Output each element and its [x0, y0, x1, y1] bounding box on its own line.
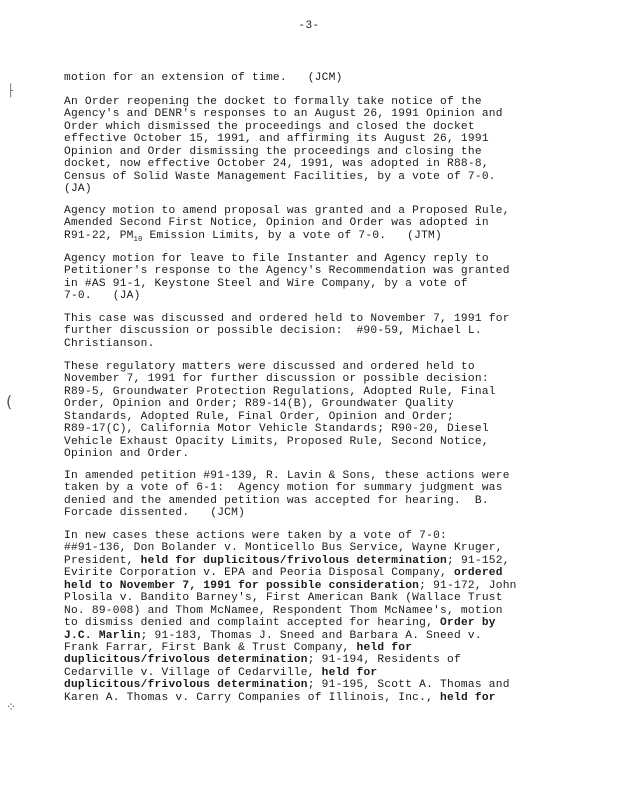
text-line: In new cases these actions were taken by a vote of 7-0:: [64, 530, 447, 542]
text-segment: to dismiss denied and complaint accepted for hearing,: [64, 617, 441, 630]
text-line: Plosila v. Bandito Barney's, First American Bank (Wallace Trust: [64, 592, 503, 605]
text-line: This case was discussed and ordered held to November 7, 1991 for: [64, 313, 510, 325]
text-line: [64, 617, 534, 629]
text-segment: Emission Limits, by a vote of 7-0. (JTM): [142, 229, 442, 242]
margin-mark-top: ⸠: [8, 82, 16, 98]
text-line: taken by a vote of 6-1: Agency motion for summary judgment was: [64, 482, 503, 495]
text-line: 7-0. (JA): [64, 290, 141, 303]
bold-text: held for: [356, 641, 413, 654]
paragraph-amended-petition: [64, 470, 534, 520]
text-segment: ; 91-183, Thomas J. Sneed and Barbara A. Sneed v.: [140, 629, 482, 642]
bold-text: held for: [321, 666, 378, 679]
text-line: Vehicle Exhaust Opacity Limits, Proposed Rule, Second Notice,: [64, 435, 489, 448]
text-segment: Karen A. Thomas v. Carry Companies of Illinois, Inc.,: [64, 691, 441, 704]
text-line: motion for an extension of time. (JCM): [64, 72, 343, 84]
text-segment: President,: [64, 554, 141, 567]
text-line: Petitioner's response to the Agency's Recommendation was granted: [64, 265, 510, 278]
text-line: Order, Opinion and Order; R89-14(B), Groundwater Quality: [64, 398, 454, 411]
text-segment: ; 91-152,: [447, 554, 510, 567]
text-segment: R91-22, PM: [64, 229, 134, 242]
text-line: [64, 667, 534, 679]
text-line: Agency motion for leave to file Instanter and Agency reply to: [64, 253, 489, 265]
bold-text: J.C. Marlin: [64, 629, 141, 642]
text-line: An Order reopening the docket to formally take notice of the: [64, 96, 482, 108]
text-line: [64, 555, 534, 567]
paragraph-reopen-docket: [64, 96, 534, 196]
text-segment: ; 91-195, Scott A. Thomas and: [307, 679, 510, 692]
bold-text: duplicitous/frivolous determination: [64, 654, 308, 667]
text-line: further discussion or possible decision: #90-59, Michael L.: [64, 325, 482, 338]
text-line: [64, 567, 534, 579]
text-line: R89-5, Groundwater Protection Regulations, Adopted Rule, Final: [64, 385, 496, 398]
text-line: [64, 230, 534, 242]
text-line: Census of Solid Waste Management Facilities, by a vote of 7-0.: [64, 170, 496, 183]
text-line: Agency's and DENR's responses to an August 26, 1991 Opinion and: [64, 108, 503, 121]
text-segment: ; 91-194, Residents of: [307, 654, 461, 667]
margin-mark-bottom: ⁘: [6, 700, 17, 714]
subscript: 10: [133, 235, 143, 244]
text-line: [64, 692, 534, 704]
text-segment: Cedarville v. Village of Cedarville,: [64, 666, 322, 679]
text-line: Amended Second First Notice, Opinion and Order was adopted in: [64, 217, 489, 230]
text-line: (JA): [64, 183, 92, 196]
text-line: Opinion and Order dismissing the proceedings and closing the: [64, 145, 482, 158]
text-line: [64, 580, 534, 592]
text-line: Forcade dissented. (JCM): [64, 507, 246, 520]
text-line: [64, 630, 534, 642]
text-line: Christianson.: [64, 337, 155, 350]
text-line: [64, 679, 534, 691]
text-line: In amended petition #91-139, R. Lavin & Sons, these actions were: [64, 470, 510, 482]
text-line: Order which dismissed the proceedings and closed the docket: [64, 120, 475, 133]
bold-text: ordered: [453, 567, 503, 580]
text-line: docket, now effective October 24, 1991, was adopted in R88-8,: [64, 158, 489, 171]
text-line: Opinion and Order.: [64, 448, 190, 461]
bold-text: duplicitous/frivolous determination: [64, 679, 308, 692]
text-line: R89-17(C), California Motor Vehicle Standards; R90-20, Diesel: [64, 423, 489, 436]
text-line: effective October 15, 1991, and affirming its August 26, 1991: [64, 133, 489, 146]
paragraph-new-cases: [64, 530, 534, 704]
bold-text: held to November 7, 1991 for possible consideration: [64, 579, 420, 592]
paragraph-case-held: [64, 313, 534, 350]
text-segment: Frank Farrar, First Bank & Trust Company,: [64, 641, 357, 654]
paragraph-leave-to-file: [64, 253, 534, 303]
bold-text: held for duplicitous/frivolous determination: [140, 554, 448, 567]
bold-text: Order by: [440, 617, 496, 630]
text-line: in #AS 91-1, Keystone Steel and Wire Company, by a vote of: [64, 277, 468, 290]
text-line: November 7, 1991 for further discussion or possible decision:: [64, 373, 489, 386]
text-line: ##91-136, Don Bolander v. Monticello Bus Service, Wayne Kruger,: [64, 542, 503, 555]
text-line: [64, 642, 534, 654]
paragraph-amend-proposal: [64, 205, 534, 242]
text-line: Agency motion to amend proposal was granted and a Proposed Rule,: [64, 205, 510, 217]
text-line: denied and the amended petition was accepted for hearing. B.: [64, 494, 489, 507]
text-line: These regulatory matters were discussed and ordered held to: [64, 361, 475, 373]
paragraph-regulatory-matters: [64, 361, 534, 461]
text-line: No. 89-008) and Thom McNamee, Respondent Thom McNamee's, motion: [64, 604, 503, 617]
bold-text: held for: [440, 691, 496, 704]
text-segment: ; 91-172, John: [419, 579, 517, 592]
text-line: [64, 654, 534, 666]
page-number: -3-: [298, 20, 320, 32]
paragraph-extension-motion: [64, 72, 534, 84]
text-line: Standards, Adopted Rule, Final Order, Opinion and Order;: [64, 410, 454, 423]
text-segment: Evirite Corporation v. EPA and Peoria Disposal Company,: [64, 567, 454, 580]
margin-mark-middle: (: [6, 392, 13, 411]
